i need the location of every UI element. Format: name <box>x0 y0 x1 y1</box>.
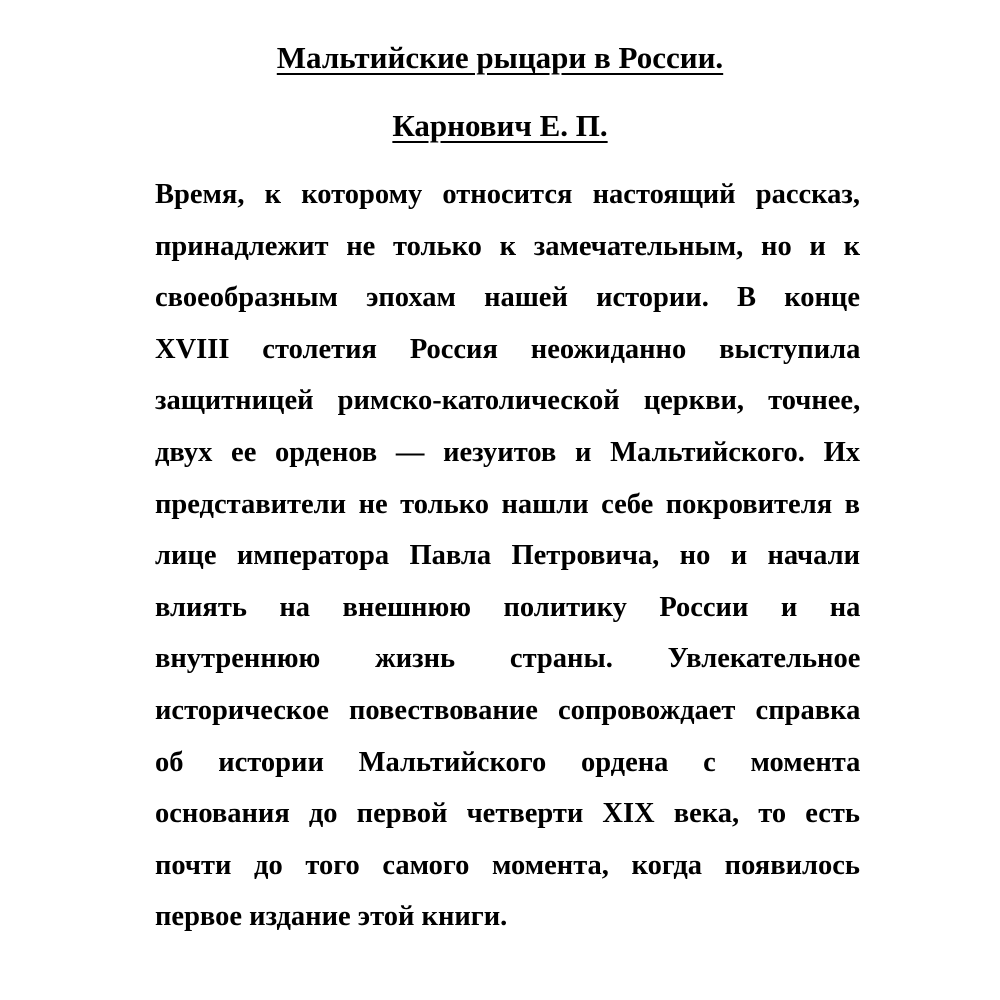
document-title <box>0 38 1000 78</box>
paragraph-line: защитницей римско-католической церкви, точнее, <box>155 385 861 417</box>
paragraph-line: своеобразным эпохам нашей истории. В конце <box>155 282 860 314</box>
document-title-text: Мальтийские рыцари в России. <box>276 40 724 75</box>
paragraph-line: XVIII столетия Россия неожиданно выступила <box>155 333 861 365</box>
document-author <box>0 106 1000 146</box>
paragraph-line: принадлежит не только к замечательным, но и к <box>155 230 860 262</box>
paragraph-line: двух ее орденов — иезуитов и Мальтийского. Их <box>155 436 860 468</box>
paragraph-line: лице императора Павла Петровича, но и начали <box>155 540 860 572</box>
document-author-text: Карнович Е. П. <box>392 108 608 143</box>
paragraph-line-last: первое издание этой книги. <box>155 901 508 933</box>
paragraph-line: почти до того самого момента, когда появилось <box>155 849 860 881</box>
description-paragraph <box>155 169 860 943</box>
paragraph-line: внутреннюю жизнь страны. Увлекательное <box>155 643 861 675</box>
paragraph-line: представители не только нашли себе покровителя в <box>155 488 860 520</box>
paragraph-line: основания до первой четверти XIX века, то есть <box>155 798 861 830</box>
paragraph-line: Время, к которому относится настоящий рассказ, <box>155 179 860 210</box>
paragraph-line: историческое повествование сопровождает справка <box>155 694 861 726</box>
paragraph-line: об истории Мальтийского ордена с момента <box>155 746 861 778</box>
paragraph-line: влиять на внешнюю политику России и на <box>155 591 861 623</box>
